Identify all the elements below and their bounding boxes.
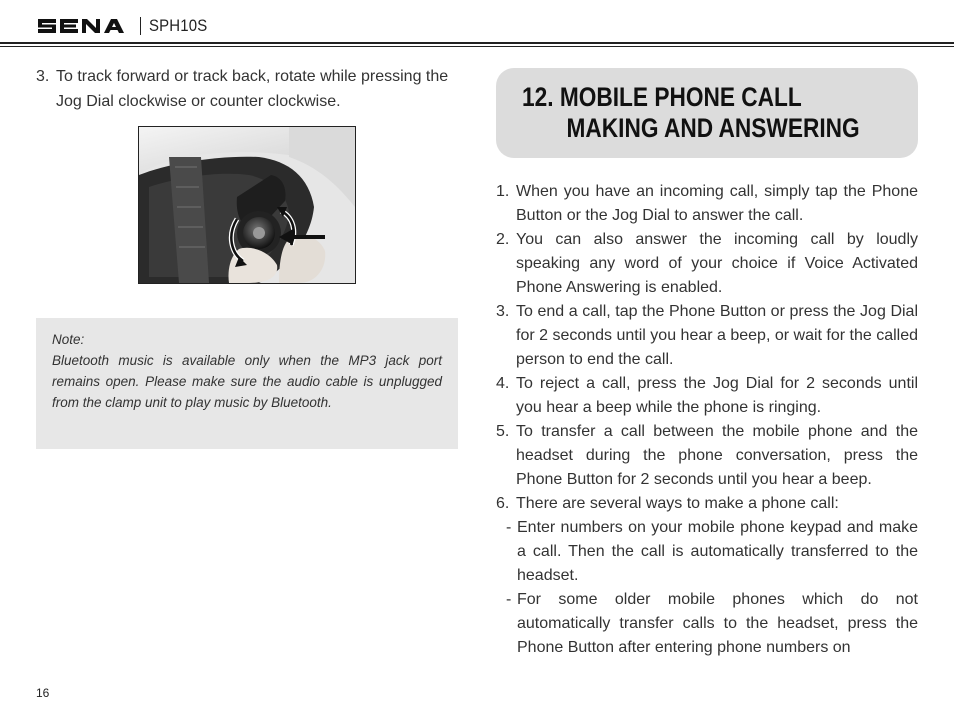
sub-item-dash: - bbox=[506, 519, 512, 536]
step-item bbox=[496, 420, 918, 492]
left-step-number: 3. bbox=[36, 68, 50, 85]
step-number: 4. bbox=[496, 375, 510, 392]
step-number: 1. bbox=[496, 183, 510, 200]
section-heading-box bbox=[496, 68, 918, 158]
header-rule-thick bbox=[0, 42, 954, 44]
step-item bbox=[496, 372, 918, 420]
step-number: 3. bbox=[496, 303, 510, 320]
step-text: To reject a call, press the Jog Dial for 2 seconds until you hear a beep while the phone is ringing. bbox=[516, 375, 918, 416]
steps-list bbox=[496, 180, 918, 660]
step-item bbox=[496, 492, 918, 516]
step-text: To transfer a call between the mobile phone and the headset during the phone conversation, press the Phone Button for 2 seconds until you hear a beep. bbox=[516, 423, 918, 488]
header-separator bbox=[140, 17, 141, 35]
note-title: Note: bbox=[52, 332, 85, 347]
step-text: When you have an incoming call, simply tap the Phone Button or the Jog Dial to answer the call. bbox=[516, 183, 918, 224]
step-item bbox=[496, 300, 918, 372]
section-title-line2: MAKING AND ANSWERING bbox=[566, 113, 860, 143]
sub-item-dash: - bbox=[506, 591, 512, 608]
left-step-3 bbox=[36, 64, 456, 114]
page-header bbox=[36, 12, 215, 40]
section-title bbox=[522, 82, 860, 144]
jog-dial-photo bbox=[138, 126, 356, 284]
step-text: To end a call, tap the Phone Button or press the Jog Dial for 2 seconds until you hear a beep, or wait for the called person to end the call. bbox=[516, 303, 919, 368]
note-body: Bluetooth music is available only when the MP3 jack port remains open. Please make sure the audio cable is unplugged from the clamp unit to play music by Bluetooth. bbox=[52, 353, 442, 410]
sena-logo bbox=[36, 16, 130, 36]
step-number: 5. bbox=[496, 423, 510, 440]
step-number: 2. bbox=[496, 231, 510, 248]
sub-item bbox=[496, 588, 918, 660]
step-text: There are several ways to make a phone call: bbox=[516, 495, 839, 512]
jog-dial-illustration bbox=[139, 127, 355, 283]
header-rule-thin bbox=[0, 46, 954, 47]
section-title-line1: 12. MOBILE PHONE CALL bbox=[522, 82, 802, 112]
step-number: 6. bbox=[496, 495, 510, 512]
sub-item-text: Enter numbers on your mobile phone keypad and make a call. Then the call is automatically transferred to the headset. bbox=[517, 519, 918, 584]
sub-item-text: For some older mobile phones which do not automatically transfer calls to the headset, press the Phone Button after entering phone numbers on bbox=[517, 591, 918, 656]
step-item bbox=[496, 228, 918, 300]
left-step-text: To track forward or track back, rotate while pressing the Jog Dial clockwise or counter clockwise. bbox=[56, 68, 449, 110]
step-item bbox=[496, 180, 918, 228]
step-text: You can also answer the incoming call by loudly speaking any word of your choice if Voice Activated Phone Answering is enabled. bbox=[516, 231, 918, 296]
sub-item bbox=[496, 516, 918, 588]
page-number: 16 bbox=[36, 686, 50, 700]
note-box bbox=[36, 318, 458, 449]
model-name: SPH10S bbox=[149, 16, 208, 35]
